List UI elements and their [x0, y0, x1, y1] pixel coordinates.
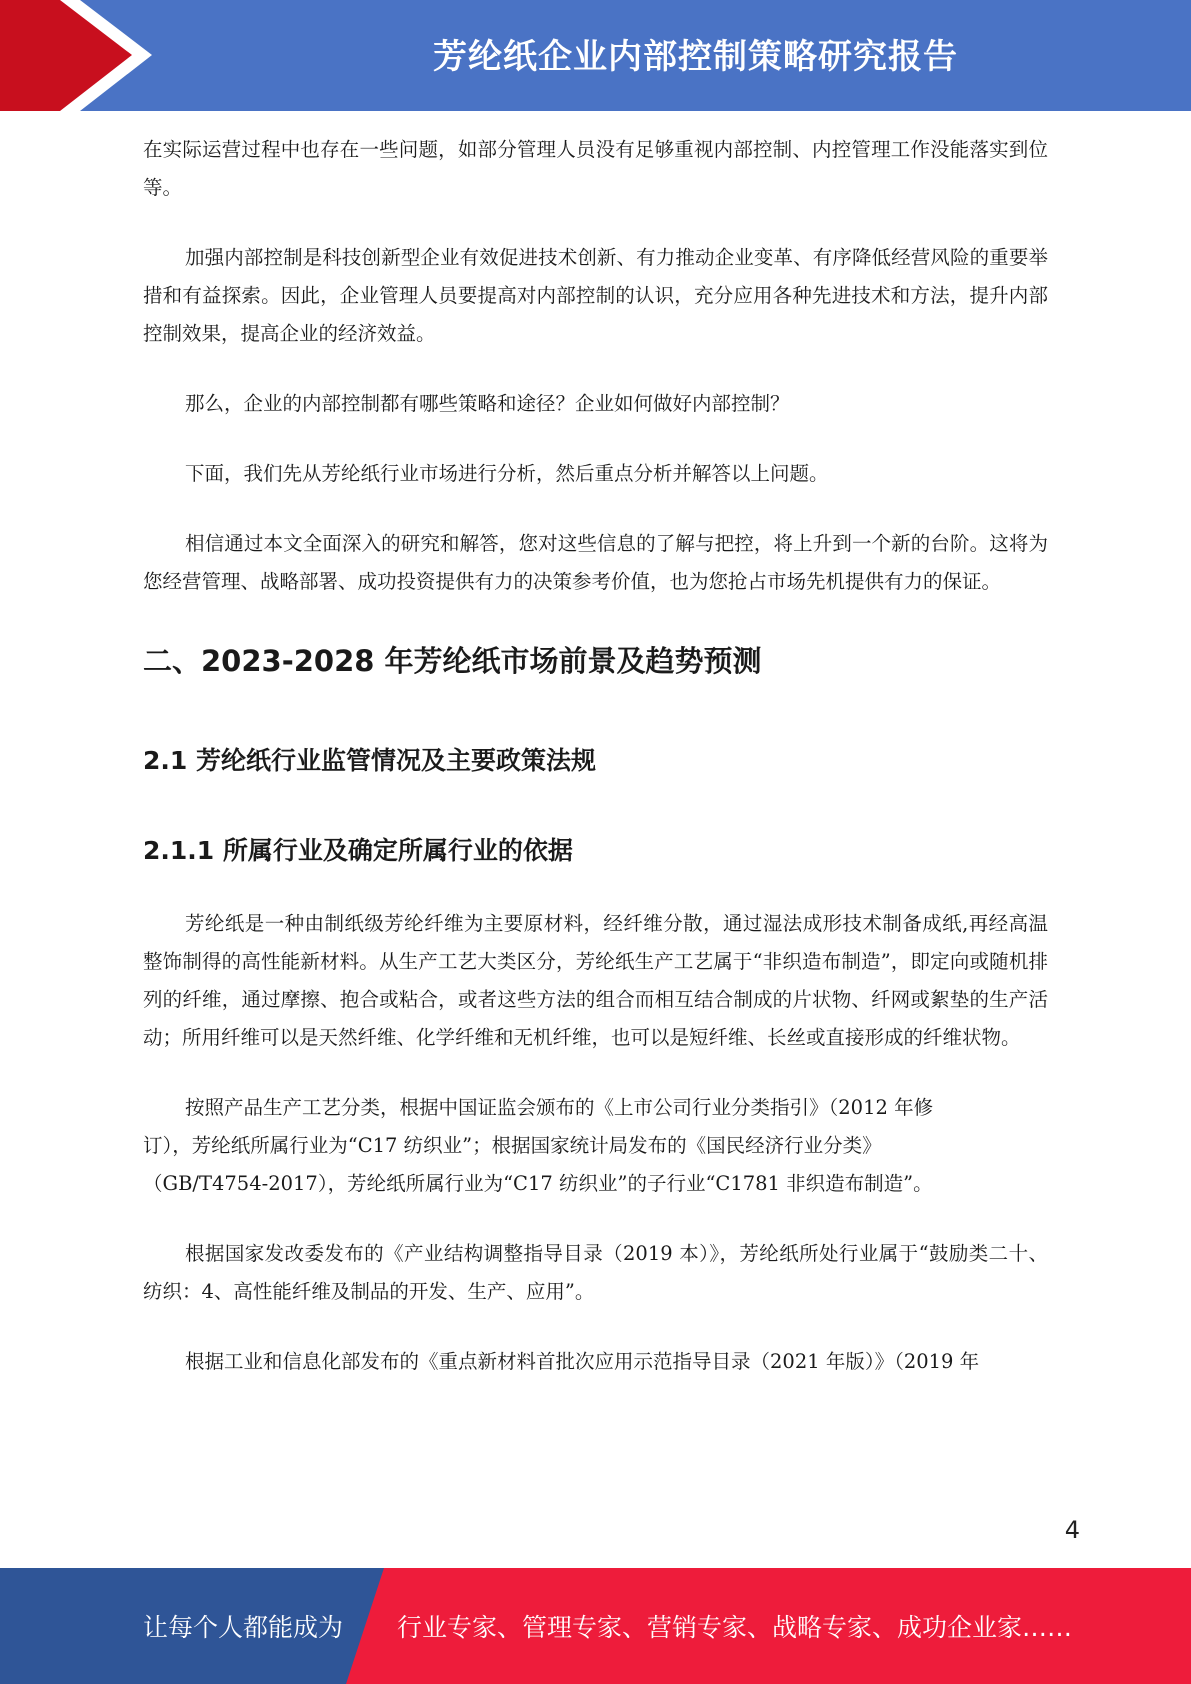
section-heading: 二、2023-2028 年芳纶纸市场前景及趋势预测 [143, 644, 762, 678]
page-header [0, 0, 1191, 111]
paragraph-internal-control: 加强内部控制是科技创新型企业有效促进技术创新、有力推动企业变革、有序降低经营风险的重要举措和有益探索。因此，企业管理人员要提高对内部控制的认识，充分应用各种先进技术和方法，提升内部控制效果，提高企业的经济效益。 [143, 246, 1048, 345]
paragraph-question: 那么，企业的内部控制都有哪些策略和途径？企业如何做好内部控制？ [185, 392, 790, 415]
subsection-heading: 2.1 芳纶纸行业监管情况及主要政策法规 [143, 746, 596, 775]
paragraph-classification-line1: 按照产品生产工艺分类，根据中国证监会颁布的《上市公司行业分类指引》（2012 年修 [185, 1096, 934, 1119]
paragraph-next: 下面，我们先从芳纶纸行业市场进行分析，然后重点分析并解答以上问题。 [185, 462, 829, 485]
page-body [143, 131, 1048, 1381]
paragraph-definition: 芳纶纸是一种由制纸级芳纶纤维为主要原材料，经纤维分散，通过湿法成形技术制备成纸,再经高温整饰制得的高性能新材料。从生产工艺大类区分，芳纶纸生产工艺属于“非织造布制造”，即定向或随机排列的纤维，通过摩擦、抱合或粘合，或者这些方法的组合而相互结合制成的片状物、纤网或絮垫的生产活动；所用纤维可以是天然纤维、化学纤维和无机纤维，也可以是短纤维、长丝或直接形成的纤维状物。 [143, 912, 1048, 1049]
report-title: 芳纶纸企业内部控制策略研究报告 [433, 36, 958, 77]
subsubsection-heading: 2.1.1 所属行业及确定所属行业的依据 [143, 836, 573, 865]
footer-slogan-right: 行业专家、管理专家、营销专家、战略专家、成功企业家…… [397, 1613, 1073, 1642]
page-number: 4 [1064, 1516, 1080, 1544]
paragraph-policy: 根据国家发改委发布的《产业结构调整指导目录（2019 本）》，芳纶纸所处行业属于“鼓励类二十、纺织：4、高性能纤维及制品的开发、生产、应用”。 [143, 1242, 1048, 1303]
paragraph-classification-line2: 订），芳纶纸所属行业为“C17 纺织业”；根据国家统计局发布的《国民经济行业分类》 [143, 1134, 882, 1157]
paragraph-materials-catalog: 根据工业和信息化部发布的《重点新材料首批次应用示范指导目录（2021 年版）》（2019 年 [185, 1350, 980, 1373]
footer-slogan-left: 让每个人都能成为 [143, 1613, 344, 1642]
paragraph-intro-problems: 在实际运营过程中也存在一些问题，如部分管理人员没有足够重视内部控制、内控管理工作没能落实到位等。 [143, 138, 1048, 199]
paragraph-conclusion: 相信通过本文全面深入的研究和解答，您对这些信息的了解与把控，将上升到一个新的台阶。这将为您经营管理、战略部署、成功投资提供有力的决策参考价值，也为您抢占市场先机提供有力的保证。 [143, 532, 1048, 593]
paragraph-classification-line3: （GB/T4754-2017），芳纶纸所属行业为“C17 纺织业”的子行业“C1781 非织造布制造”。 [143, 1172, 933, 1195]
page-footer [0, 1568, 1191, 1684]
